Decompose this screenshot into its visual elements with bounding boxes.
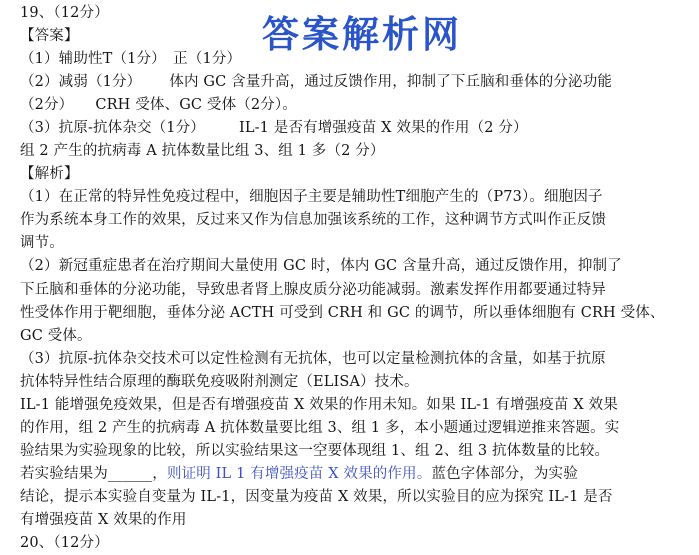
- analysis-line-10: IL-1 能增强免疫效果，但是否有增强疫苗 X 效果的作用未知。如果 IL-1 有增强疫苗 X 效果: [20, 396, 618, 413]
- blue-conclusion-text: 则证明 IL 1 有增强疫苗 X 效果的作用。: [166, 465, 432, 482]
- analysis-line-1: （1）在正常的特异性免疫过程中，细胞因子主要是辅助性T细胞产生的（P73）。细胞因子: [20, 189, 603, 206]
- analysis-line-14: 结论，提示本实验自变量为 IL-1，因变量为疫苗 X 效果，所以实验目的应为探究 IL-1 是否: [20, 488, 613, 505]
- analysis-line-7: GC 受体。: [20, 327, 92, 344]
- analysis-line-15: 有增强疫苗 X 效果的作用: [20, 511, 187, 528]
- analysis-line-12: 验结果为实验现象的比较，所以实验结果这一空要体现组 1、组 2、组 3 抗体数量的比较。: [20, 442, 610, 459]
- analysis-line-11: 的作用，组 2 产生的抗病毒 A 抗体数量要比组 3、组 1 多，本小题通过逻辑逆推来答题。实: [20, 419, 620, 436]
- analysis-line-3: 调节。: [20, 235, 64, 252]
- answer-line-2: [20, 72, 691, 92]
- question-number: 19、（12分）: [20, 5, 109, 21]
- answer-heading: 【答案】: [20, 28, 79, 45]
- answer-line-1: （1）辅助性T（1分） 正（1分）: [20, 51, 242, 68]
- answer-line-2-part-b: 体内 GC 含量升高，通过反馈作用，抑制了下丘脑和垂体的分泌功能: [169, 74, 613, 91]
- analysis-line-13-part-c: 蓝色字体部分，为实验: [431, 465, 578, 482]
- analysis-line-4: （2）新冠重症患者在治疗期间大量使用 GC 时，体内 GC 含量升高，通过反馈作用，抑制了: [20, 258, 622, 275]
- next-question-number: 20、（12分）: [20, 535, 109, 551]
- analysis-line-8: （3）抗原-抗体杂交技术可以定性检测有无抗体，也可以定量检测抗体的含量，如基于抗原: [20, 350, 606, 367]
- answer-line-4-part-b: IL-1 是否有增强疫苗 X 效果的作用（2 分）: [238, 120, 528, 137]
- analysis-line-13: [20, 464, 691, 484]
- analysis-line-6: 性受体作用于靶细胞，垂体分泌 ACTH 可受到 CRH 和 GC 的调节，所以垂体细胞有 CRH 受体、: [20, 304, 665, 321]
- analysis-line-13-part-a: 若实验结果为______，: [20, 465, 167, 482]
- analysis-heading: 【解析】: [20, 166, 79, 183]
- answer-line-5: 组 2 产生的抗病毒 A 抗体数量比组 3、组 1 多（2 分）: [20, 143, 385, 160]
- answer-line-4: [20, 118, 691, 138]
- answer-line-3: （2分） CRH 受体、GC 受体（2分）。: [20, 97, 297, 114]
- watermark: 答案解析网: [262, 13, 462, 56]
- answer-line-2-part-a: （2）减弱（1分）: [20, 74, 142, 91]
- analysis-line-5: 下丘脑和垂体的分泌功能，导致患者肾上腺皮质分泌功能减弱。激素发挥作用都要通过特异: [20, 281, 606, 298]
- answer-line-4-part-a: （3）抗原-抗体杂交（1分）: [20, 120, 205, 137]
- analysis-line-2: 作为系统本身工作的效果，反过来又作为信息加强该系统的工作，这种调节方式叫作正反馈: [20, 212, 606, 229]
- analysis-line-9: 抗体特异性结合原理的酶联免疫吸附剂测定（ELISA）技术。: [20, 373, 419, 390]
